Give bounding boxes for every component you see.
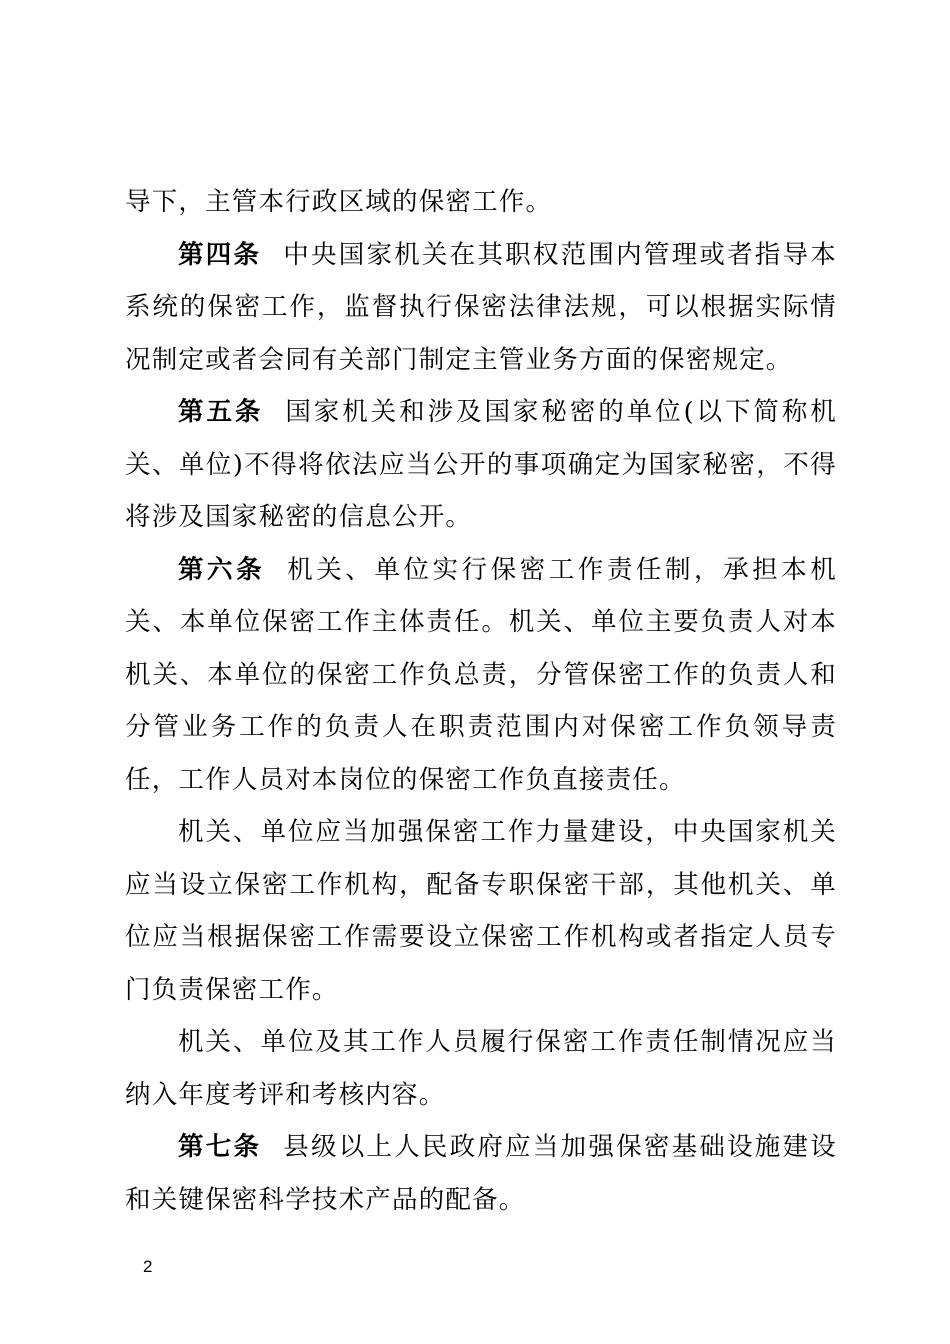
body-text (125, 176, 837, 1226)
article-label: 第七条 (178, 1132, 262, 1162)
paragraph-text: 中央国家机关在其职权范围内管理或者指导本系统的保密工作，监督执行保密法律法规，可以根据实际情况制定或者会同有关部门制定主管业务方面的保密规定。 (125, 239, 837, 375)
paragraph-text: 机关、单位应当加强保密工作力量建设，中央国家机关应当设立保密工作机构，配备专职保密干部，其他机关、单位应当根据保密工作需要设立保密工作机构或者指定人员专门负责保密工作。 (125, 817, 837, 1005)
article-6 (125, 544, 837, 807)
paragraph-text: 机关、单位及其工作人员履行保密工作责任制情况应当纳入年度考评和考核内容。 (125, 1027, 837, 1110)
article-6-paragraph-3 (125, 1016, 837, 1121)
article-6-paragraph-2 (125, 806, 837, 1016)
paragraph-text: 县级以上人民政府应当加强保密基础设施建设和关键保密科学技术产品的配备。 (125, 1132, 837, 1215)
article-label: 第四条 (178, 239, 262, 270)
article-label: 第五条 (178, 397, 264, 427)
article-7 (125, 1121, 837, 1226)
article-label: 第六条 (178, 554, 266, 585)
page-number: 2 (143, 1257, 153, 1276)
article-4 (125, 229, 837, 387)
paragraph-text: 国家机关和涉及国家秘密的单位(以下简称机关、单位)不得将依法应当公开的事项确定为国家秘密，不得将涉及国家秘密的信息公开。 (125, 397, 837, 532)
paragraph-continuation (125, 176, 837, 229)
article-5 (125, 386, 837, 544)
paragraph-text: 导下，主管本行政区域的保密工作。 (125, 187, 553, 217)
paragraph-text: 机关、单位实行保密工作责任制，承担本机关、本单位保密工作主体责任。机关、单位主要负责人对本机关、本单位的保密工作负总责，分管保密工作的负责人和分管业务工作的负责人在职责范围内对保密工作负领导责任，工作人员对本岗位的保密工作负直接责任。 (125, 554, 837, 795)
